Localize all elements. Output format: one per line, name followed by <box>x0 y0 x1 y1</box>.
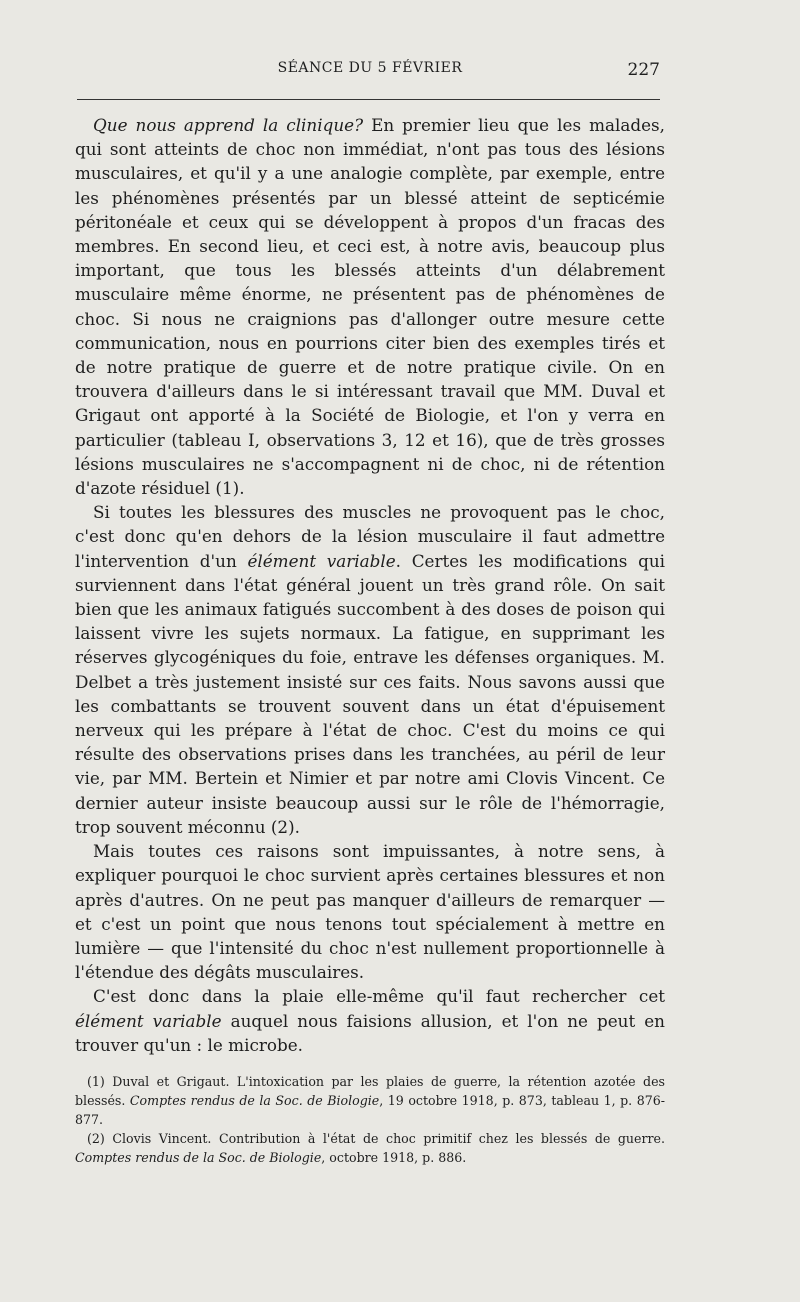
paragraph-text: C'est donc dans la plaie elle-même qu'il faut rechercher cet <box>93 986 665 1007</box>
paragraph-italic-term: élément variable <box>247 550 396 571</box>
paragraph-text: . Certes les modifications qui surviennent dans l'état général jouent un très grand rôle. On sait bien que les animaux fatigués succombent à des doses de poison qui laissent vivre les sujets normaux. La fatigue, en supprimant les réserves glycogéniques du foie, entrave les défenses organiques. M. Delbet a très justement insisté sur ces faits. Nous savons aussi que les combattants se trouvent souvent dans un état d'épuisement nerveux qui les prépare à l'état de choc. C'est du moins ce qui résulte des observations prises dans les tranchées, au péril de leur vie, par MM. Bertein et Nimier et par notre ami Clovis Vincent. Ce dernier auteur insiste beaucoup aussi sur le rôle de l'hémorragie, trop souvent méconnu (2). <box>75 550 665 837</box>
paragraph-lead-italic: Que nous apprend la clinique? <box>93 115 364 135</box>
footnote-journal: Comptes rendus de la Soc. de Biologie <box>129 1093 380 1108</box>
footnote-journal: Comptes rendus de la Soc. de Biologie <box>75 1150 322 1165</box>
running-head <box>80 60 660 84</box>
running-head-title: SÉANCE DU 5 FÉVRIER <box>277 60 463 76</box>
paragraph-raisons <box>75 839 665 984</box>
footnote-1 <box>75 1072 665 1129</box>
footnote-2 <box>75 1129 665 1167</box>
footnote-text: , 19 octobre 1918, p. 873, tableau 1, p. 876-877. <box>75 1093 665 1127</box>
paragraph-text: En premier lieu que les malades, qui sont atteints de choc non immédiat, n'ont pas tous des lésions musculaires, et qu'il y a une analogie complète, par exemple, entre les phénomènes présentés par un blessé atteint de septicémie péritonéale et ceux qui se développent à propos d'un fracas des membres. En second lieu, et ceci est, à notre avis, beaucoup plus important, que tous les blessés atteints d'un délabrement musculaire même énorme, ne présentent pas de phénomènes de choc. Si nous ne craignions pas d'allonger outre mesure cette communication, nous en pourrions citer bien des exemples tirés et de notre pratique de guerre et de notre pratique civile. On en trouvera d'ailleurs dans le si intéressant travail que MM. Duval et Grigaut ont apporté à la Société de Biologie, et l'on y verra en particulier (tableau I, observations 3, 12 et 16), que de très grosses lésions musculaires ne s'accompagnent ni de choc, ni de rétention d'azote résiduel (1). <box>75 115 665 499</box>
footnote-text: (2) Clovis Vincent. Contribution à l'état de choc primitif chez les blessés de guerre. <box>87 1131 665 1146</box>
footnotes <box>75 1072 665 1167</box>
paragraph-element-variable <box>75 500 665 839</box>
body-text <box>75 113 665 1057</box>
footnote-text: (1) Duval et Grigaut. L'intoxication par les plaies de guerre, la rétention azotée des blessés. <box>75 1074 665 1108</box>
page-number: 227 <box>627 60 660 80</box>
paragraph-microbe <box>75 984 665 1057</box>
paragraph-italic-term: élément variable <box>75 1010 222 1031</box>
header-rule <box>77 99 660 100</box>
paragraph-text: Si toutes les blessures des muscles ne provoquent pas le choc, c'est donc qu'en dehors de la lésion musculaire il faut admettre l'intervention d'un <box>75 502 665 571</box>
paragraph-clinique <box>75 113 665 500</box>
paragraph-text: auquel nous faisions allusion, et l'on ne peut en trouver qu'un : le microbe. <box>75 1010 665 1055</box>
footnote-text: , octobre 1918, p. 886. <box>321 1150 467 1165</box>
paragraph-text: Mais toutes ces raisons sont impuissantes, à notre sens, à expliquer pourquoi le choc survient après certaines blessures et non après d'autres. On ne peut pas manquer d'ailleurs de remarquer — et c'est un point que nous tenons tout spécialement à mettre en lumière — que l'intensité du choc n'est nullement proportionnelle à l'étendue des dégâts musculaires. <box>75 841 665 983</box>
